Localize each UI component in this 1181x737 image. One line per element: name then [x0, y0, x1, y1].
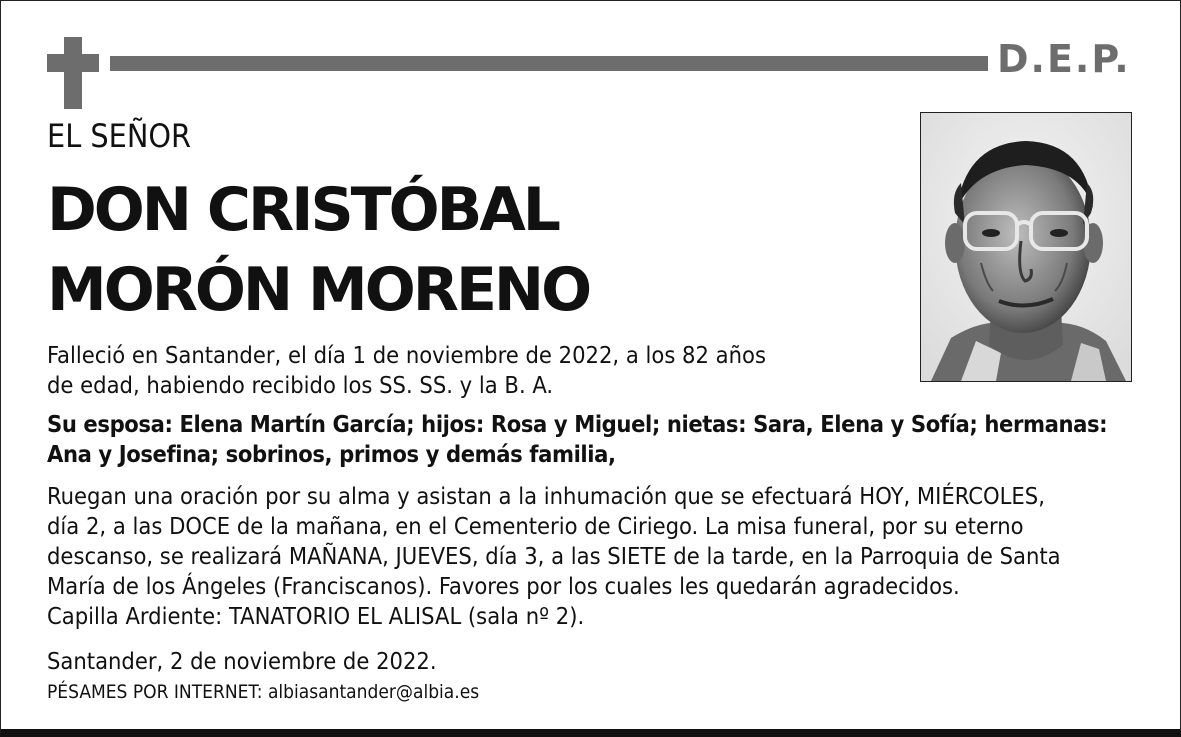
request-line: Capilla Ardiente: TANATORIO EL ALISAL (sala nº 2).	[47, 602, 585, 630]
family-line: Su esposa: Elena Martín García; hijos: Rosa y Miguel; nietas: Sara, Elena y Sofía; hermanas:	[47, 410, 1108, 438]
header-rule	[110, 56, 988, 71]
name-line: DON CRISTÓBAL	[47, 175, 559, 245]
request-line: día 2, a las DOCE de la mañana, en el Cementerio de Ciriego. La misa funeral, por su eterno	[47, 512, 1024, 540]
deceased-name	[47, 170, 589, 330]
request-line: María de los Ángeles (Franciscanos). Favores por los cuales les quedarán agradecidos.	[47, 572, 960, 600]
request-line: Ruegan una oración por su alma y asistan a la inhumación que se efectuará HOY, MIÉRCOLES,	[47, 482, 1045, 510]
name-line: MORÓN MORENO	[47, 255, 590, 325]
dep-heading: D.E.P.	[997, 37, 1131, 81]
death-notice-line: Falleció en Santander, el día 1 de noviembre de 2022, a los 82 años	[47, 341, 766, 369]
portrait-photo	[920, 112, 1132, 382]
cross-icon-bar	[47, 54, 99, 72]
family-line: Ana y Josefina; sobrinos, primos y demás familia,	[47, 440, 616, 468]
death-notice-line: de edad, habiendo recibido los SS. SS. y la B. A.	[47, 371, 554, 399]
family-list	[47, 409, 1107, 469]
cross-icon	[64, 37, 82, 109]
death-notice	[47, 340, 766, 400]
request-line: descanso, se realizará MAÑANA, JUEVES, día 3, a las SIETE de la tarde, en la Parroquia de Santa	[47, 542, 1061, 570]
honorific-title: EL SEÑOR	[47, 117, 192, 155]
condolences-contact: PÉSAMES POR INTERNET: albiasantander@albia.es	[47, 681, 480, 703]
place-date: Santander, 2 de noviembre de 2022.	[47, 647, 437, 675]
funeral-request	[47, 481, 1061, 631]
